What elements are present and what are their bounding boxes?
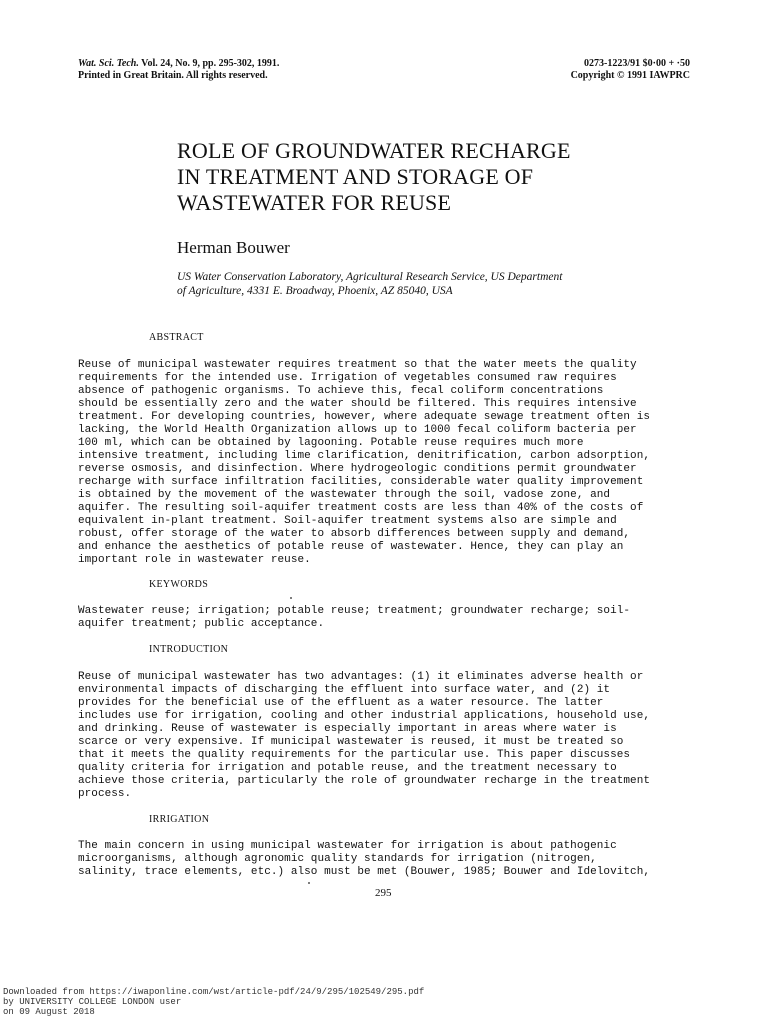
abstract-body bbox=[78, 359, 690, 567]
abstract-line: should be essentially zero and the water should be filtered. This requires intensive bbox=[78, 398, 637, 410]
irrigation-body bbox=[78, 840, 690, 879]
title-line: ROLE OF GROUNDWATER RECHARGE bbox=[177, 138, 571, 163]
irrigation-line: The main concern in using municipal wastewater for irrigation is about pathogenic bbox=[78, 840, 617, 852]
abstract-line: aquifer. The resulting soil-aquifer treatment costs are less than 40% of the costs of bbox=[78, 502, 644, 514]
copyright-notice: Copyright © 1991 IAWPRC bbox=[570, 70, 690, 81]
journal-abbreviation: Wat. Sci. Tech. bbox=[78, 58, 139, 69]
journal-citation: Vol. 24, No. 9, pp. 295-302, 1991. bbox=[141, 58, 280, 69]
issn-price: 0273-1223/91 $0·00 + ·50 bbox=[584, 58, 690, 69]
abstract-line: important role in wastewater reuse. bbox=[78, 554, 311, 566]
paper-title bbox=[177, 138, 657, 216]
introduction-line: scarce or very expensive. If municipal wastewater is reused, it must be treated so bbox=[78, 736, 624, 748]
download-footer bbox=[3, 987, 424, 1017]
author-affiliation bbox=[177, 270, 657, 298]
abstract-line: lacking, the World Health Organization allows up to 1000 fecal coliform bacteria per bbox=[78, 424, 637, 436]
keywords-body bbox=[78, 605, 690, 631]
introduction-line: process. bbox=[78, 788, 132, 800]
footer-line: Downloaded from https://iwaponline.com/wst/article-pdf/24/9/295/102549/295.pdf bbox=[3, 987, 425, 997]
abstract-line: is obtained by the movement of the wastewater through the soil, vadose zone, and bbox=[78, 489, 611, 501]
printed-notice: Printed in Great Britain. All rights reserved. bbox=[78, 70, 268, 81]
irrigation-line: microorganisms, although agronomic quality standards for irrigation (nitrogen, bbox=[78, 853, 597, 865]
introduction-line: quality criteria for irrigation and potable reuse, and the treatment necessary to bbox=[78, 762, 617, 774]
affiliation-line: US Water Conservation Laboratory, Agricultural Research Service, US Department bbox=[177, 271, 563, 283]
scan-speck bbox=[308, 882, 310, 884]
abstract-line: equivalent in-plant treatment. Soil-aquifer treatment systems also are simple and bbox=[78, 515, 617, 527]
page-number: 295 bbox=[375, 887, 392, 899]
introduction-line: includes use for irrigation, cooling and other industrial applications, household use, bbox=[78, 710, 650, 722]
abstract-heading: ABSTRACT bbox=[149, 332, 204, 343]
title-line: WASTEWATER FOR REUSE bbox=[177, 190, 452, 215]
abstract-line: and enhance the aesthetics of potable reuse of wastewater. Hence, they can play an bbox=[78, 541, 624, 553]
introduction-line: and drinking. Reuse of wastewater is especially important in areas where water is bbox=[78, 723, 617, 735]
abstract-line: requirements for the intended use. Irrigation of vegetables consumed raw requires bbox=[78, 372, 617, 384]
irrigation-heading: IRRIGATION bbox=[149, 814, 210, 825]
introduction-heading: INTRODUCTION bbox=[149, 644, 229, 655]
introduction-line: achieve those criteria, particularly the role of groundwater recharge in the treatment bbox=[78, 775, 650, 787]
journal-citation-block bbox=[78, 58, 279, 82]
introduction-line: environmental impacts of discharging the effluent into surface water, and (2) it bbox=[78, 684, 611, 696]
abstract-line: absence of pathogenic organisms. To achieve this, fecal coliform concentrations bbox=[78, 385, 604, 397]
introduction-body bbox=[78, 671, 690, 801]
author-name: Herman Bouwer bbox=[177, 238, 290, 257]
irrigation-line: salinity, trace elements, etc.) also must be met (Bouwer, 1985; Bouwer and Idelovitch, bbox=[78, 866, 650, 878]
abstract-line: intensive treatment, including lime clarification, denitrification, carbon adsorption, bbox=[78, 450, 650, 462]
abstract-line: reverse osmosis, and disinfection. Where hydrogeologic conditions permit groundwater bbox=[78, 463, 637, 475]
introduction-line: that it meets the quality requirements for the particular use. This paper discusses bbox=[78, 749, 631, 761]
keywords-line: Wastewater reuse; irrigation; potable reuse; treatment; groundwater recharge; soil- bbox=[78, 605, 631, 617]
keywords-heading: KEYWORDS bbox=[149, 579, 209, 590]
abstract-line: 100 ml, which can be obtained by lagooning. Potable reuse requires much more bbox=[78, 437, 584, 449]
title-line: IN TREATMENT AND STORAGE OF bbox=[177, 164, 534, 189]
copyright-block bbox=[571, 58, 690, 82]
abstract-line: recharge with surface infiltration facilities, considerable water quality improvement bbox=[78, 476, 644, 488]
keywords-line: aquifer treatment; public acceptance. bbox=[78, 618, 325, 630]
abstract-line: robust, offer storage of the water to absorb differences between supply and demand, bbox=[78, 528, 631, 540]
introduction-line: provides for the beneficial use of the effluent as a water resource. The latter bbox=[78, 697, 604, 709]
introduction-line: Reuse of municipal wastewater has two advantages: (1) it eliminates adverse health or bbox=[78, 671, 644, 683]
abstract-line: treatment. For developing countries, however, where adequate sewage treatment often is bbox=[78, 411, 650, 423]
footer-line: by UNIVERSITY COLLEGE LONDON user bbox=[3, 997, 182, 1007]
abstract-line: Reuse of municipal wastewater requires treatment so that the water meets the quality bbox=[78, 359, 637, 371]
affiliation-line: of Agriculture, 4331 E. Broadway, Phoenix, AZ 85040, USA bbox=[177, 285, 453, 297]
footer-line: on 09 August 2018 bbox=[3, 1007, 95, 1017]
scan-speck bbox=[290, 597, 292, 599]
